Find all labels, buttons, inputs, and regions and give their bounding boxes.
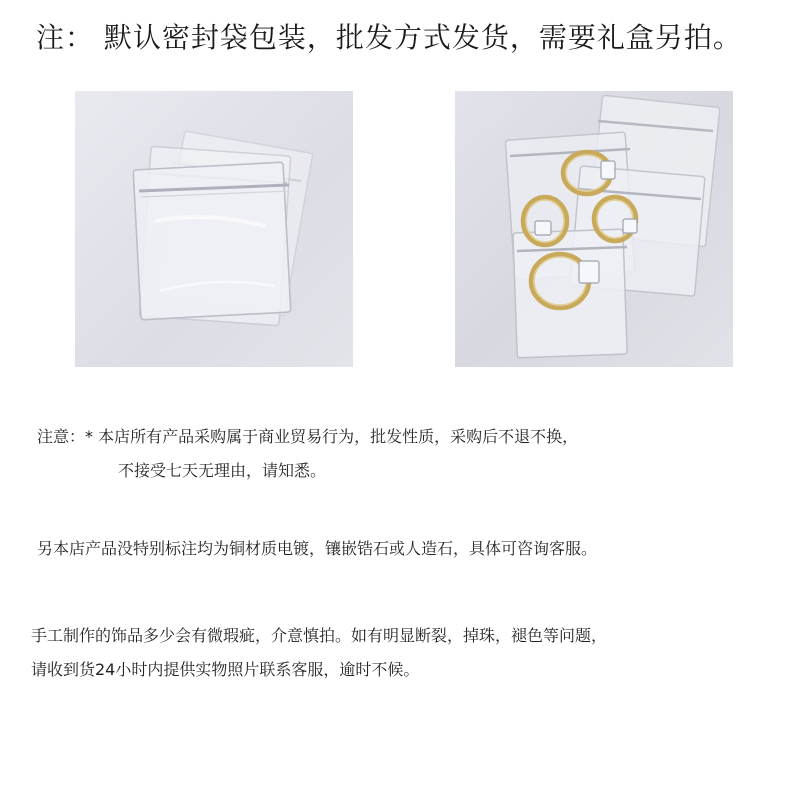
photo-empty-bags [75,91,353,367]
rings-illustration [455,91,733,367]
photo-rings-in-bags [455,91,733,367]
notice-line-2: 不接受七天无理由，请知悉。 [118,461,327,480]
defects-line-1: 手工制作的饰品多少会有微瑕疵，介意慎拍。如有明显断裂，掉珠，褪色等问题， [31,626,608,645]
defects-line-2: 请收到货24小时内提供实物照片联系客服，逾时不候。 [31,660,420,679]
material-note: 另本店产品没特别标注均为铜材质电镀，镶嵌锆石或人造石，具体可咨询客服。 [37,539,598,558]
zip-bags-illustration [75,91,353,367]
notice-line-1: 注意：* 本店所有产品采购属于商业贸易行为，批发性质，采购后不退不换， [37,427,579,446]
header-note: 注： 默认密封袋包装，批发方式发货，需要礼盒另拍。 [36,21,742,54]
